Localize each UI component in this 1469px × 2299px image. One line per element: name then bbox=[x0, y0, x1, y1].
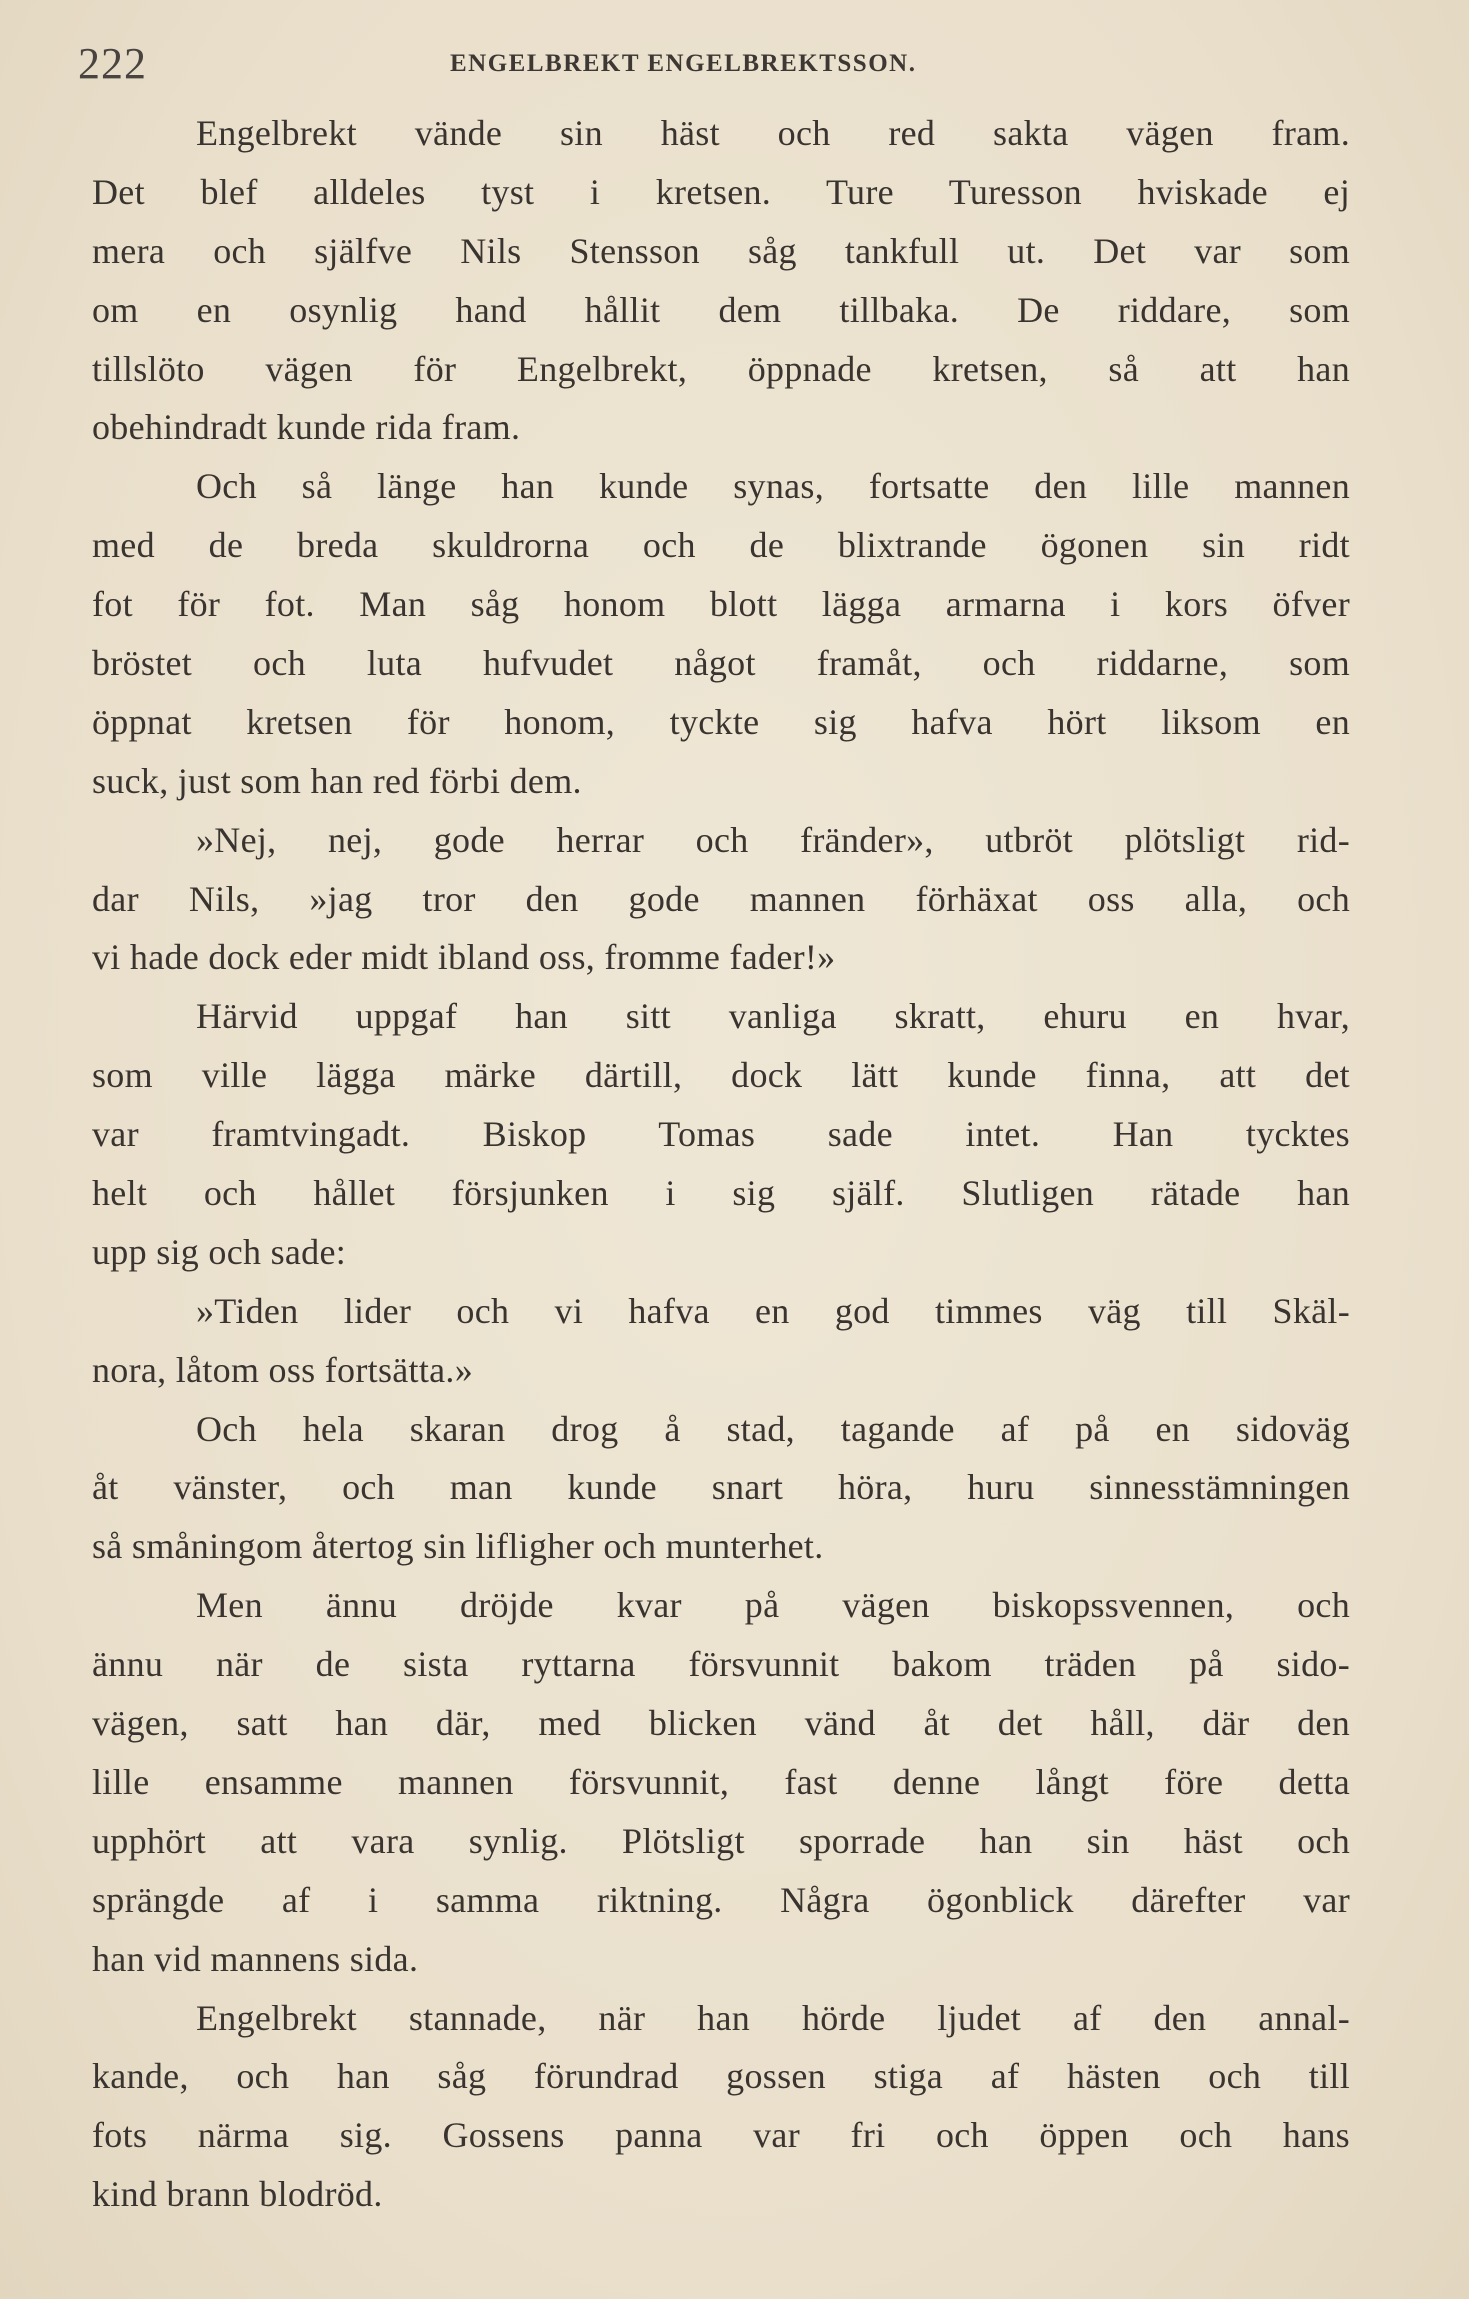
text-line: Det blef alldeles tyst i kretsen. Ture Turesson hviskade ej bbox=[92, 171, 1350, 212]
text-line: han vid mannens sida. bbox=[92, 1938, 419, 1979]
text-line: åt vänster, och man kunde snart höra, huru sinnesstämningen bbox=[92, 1467, 1350, 1508]
text-line: med de breda skuldrorna och de blixtrande ögonen sin ridt bbox=[92, 525, 1350, 566]
text-line: vägen, satt han där, med blicken vänd åt det håll, där den bbox=[92, 1703, 1350, 1744]
text-line: kande, och han såg förundrad gossen stiga af hästen och till bbox=[92, 2056, 1350, 2097]
text-line: lille ensamme mannen försvunnit, fast denne långt före detta bbox=[92, 1761, 1350, 1802]
text-line: som ville lägga märke därtill, dock lätt kunde finna, att det bbox=[92, 1055, 1350, 1096]
text-line: nora, låtom oss fortsätta.» bbox=[92, 1349, 474, 1390]
text-line: Och hela skaran drog å stad, tagande af på en sidoväg bbox=[196, 1408, 1350, 1449]
text-line: om en osynlig hand hållit dem tillbaka. De riddare, som bbox=[92, 289, 1350, 330]
text-line: sprängde af i samma riktning. Några ögonblick därefter var bbox=[92, 1879, 1350, 1920]
text-line: Engelbrekt vände sin häst och red sakta vägen fram. bbox=[196, 113, 1350, 153]
text-line: var framtvingadt. Biskop Tomas sade intet. Han tycktes bbox=[92, 1114, 1350, 1155]
text-line: Engelbrekt stannade, när han hörde ljudet af den annal- bbox=[196, 1997, 1350, 2038]
text-line: dar Nils, »jag tror den gode mannen förhäxat oss alla, och bbox=[92, 878, 1350, 919]
body-text bbox=[92, 104, 1350, 2224]
text-line: ännu när de sista ryttarna försvunnit bakom träden på sido- bbox=[92, 1644, 1350, 1685]
text-line: upphört att vara synlig. Plötsligt sporrade han sin häst och bbox=[92, 1820, 1350, 1861]
text-line: fot för fot. Man såg honom blott lägga armarna i kors öfver bbox=[92, 584, 1350, 625]
page-header bbox=[78, 38, 1359, 94]
running-head: ENGELBREKT ENGELBREKTSSON. bbox=[450, 50, 917, 77]
text-line: upp sig och sade: bbox=[92, 1231, 347, 1272]
text-line: vi hade dock eder midt ibland oss, fromme fader!» bbox=[92, 937, 836, 978]
page-number: 222 bbox=[78, 39, 147, 88]
text-line: bröstet och luta hufvudet något framåt, och riddarne, som bbox=[92, 643, 1350, 684]
text-line: mera och själfve Nils Stensson såg tankfull ut. Det var som bbox=[92, 230, 1350, 271]
text-line: kind brann blodröd. bbox=[92, 2174, 383, 2215]
text-line: helt och hållet försjunken i sig själf. Slutligen rätade han bbox=[92, 1173, 1350, 1214]
text-line: Härvid uppgaf han sitt vanliga skratt, ehuru en hvar, bbox=[196, 996, 1350, 1037]
text-line: så småningom återtog sin lifligher och munterhet. bbox=[92, 1526, 824, 1567]
text-line: Och så länge han kunde synas, fortsatte den lille mannen bbox=[196, 466, 1350, 507]
text-line: tillslöto vägen för Engelbrekt, öppnade kretsen, så att han bbox=[92, 348, 1350, 389]
text-line: »Nej, nej, gode herrar och fränder», utbröt plötsligt rid- bbox=[196, 819, 1350, 860]
text-line: »Tiden lider och vi hafva en god timmes väg till Skäl- bbox=[196, 1290, 1350, 1331]
text-line: Men ännu dröjde kvar på vägen biskopssvennen, och bbox=[196, 1585, 1350, 1626]
text-line: obehindradt kunde rida fram. bbox=[92, 407, 521, 448]
text-line: öppnat kretsen för honom, tyckte sig hafva hört liksom en bbox=[92, 701, 1350, 742]
text-line: suck, just som han red förbi dem. bbox=[92, 760, 582, 801]
text-line: fots närma sig. Gossens panna var fri och öppen och hans bbox=[92, 2115, 1350, 2156]
